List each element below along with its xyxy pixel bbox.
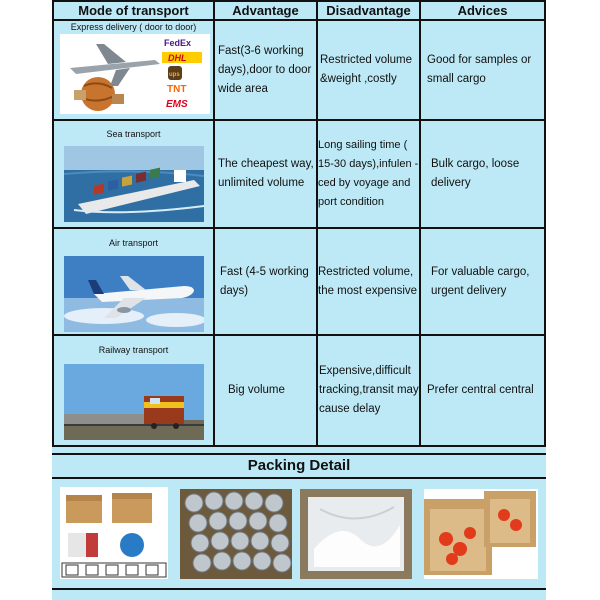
disadvantage-cell: Restricted volume &weight ,costly	[320, 54, 413, 85]
disadvantage-cell: Expensive,difficult tracking,transit may cause delay	[319, 365, 419, 415]
grid-line	[544, 0, 546, 447]
dhl-logo: DHL	[168, 53, 187, 63]
boxed-products-image	[424, 489, 538, 579]
fedex-logo: FedEx	[164, 38, 192, 48]
mode-label-express: Express delivery ( door to door)	[70, 22, 197, 32]
mode-label-sea: Sea transport	[106, 129, 161, 139]
cargo-ship-image	[64, 146, 204, 222]
ups-logo: ups	[169, 72, 180, 78]
disadvantage-cell: Restricted volume, the most expensive	[318, 265, 418, 297]
advice-cell: Bulk cargo, loose delivery	[431, 158, 520, 189]
header-advices: Advices	[457, 3, 508, 18]
metal-cans-image	[180, 489, 292, 579]
header-advantage: Advantage	[232, 3, 299, 18]
grid-line	[52, 445, 546, 447]
airplane-image	[64, 256, 204, 332]
grid-line	[419, 0, 421, 447]
advice-cell: Good for samples or small cargo	[427, 54, 532, 85]
express-delivery-image	[60, 34, 210, 114]
packing-title: Packing Detail	[247, 457, 351, 474]
header-disadvantage: Disadvantage	[326, 3, 411, 18]
advantage-cell: Big volume	[228, 384, 285, 396]
grid-line	[213, 0, 215, 447]
disadvantage-cell: Long sailing time ( 15-30 days),infulen -ced by voyage and port condition	[318, 139, 419, 208]
advantage-cell: Fast (4-5 working days)	[220, 265, 309, 297]
advice-cell: For valuable cargo, urgent delivery	[431, 265, 530, 297]
open-carton-image	[300, 489, 412, 579]
ems-logo: EMS	[166, 99, 188, 110]
tnt-logo: TNT	[167, 84, 187, 95]
advantage-cell: The cheapest way, unlimited volume	[218, 158, 314, 189]
advice-cell: Prefer central central	[427, 384, 534, 396]
mode-label-air: Air transport	[108, 238, 159, 248]
advantage-cell: Fast(3-6 working days),door to door wide area	[218, 44, 312, 95]
freight-train-image	[64, 364, 204, 440]
header-mode: Mode of transport	[78, 3, 189, 18]
carton-boxes-image	[60, 487, 168, 579]
grid-line	[52, 0, 54, 447]
grid-line	[52, 588, 546, 590]
mode-label-railway: Railway transport	[98, 345, 169, 355]
